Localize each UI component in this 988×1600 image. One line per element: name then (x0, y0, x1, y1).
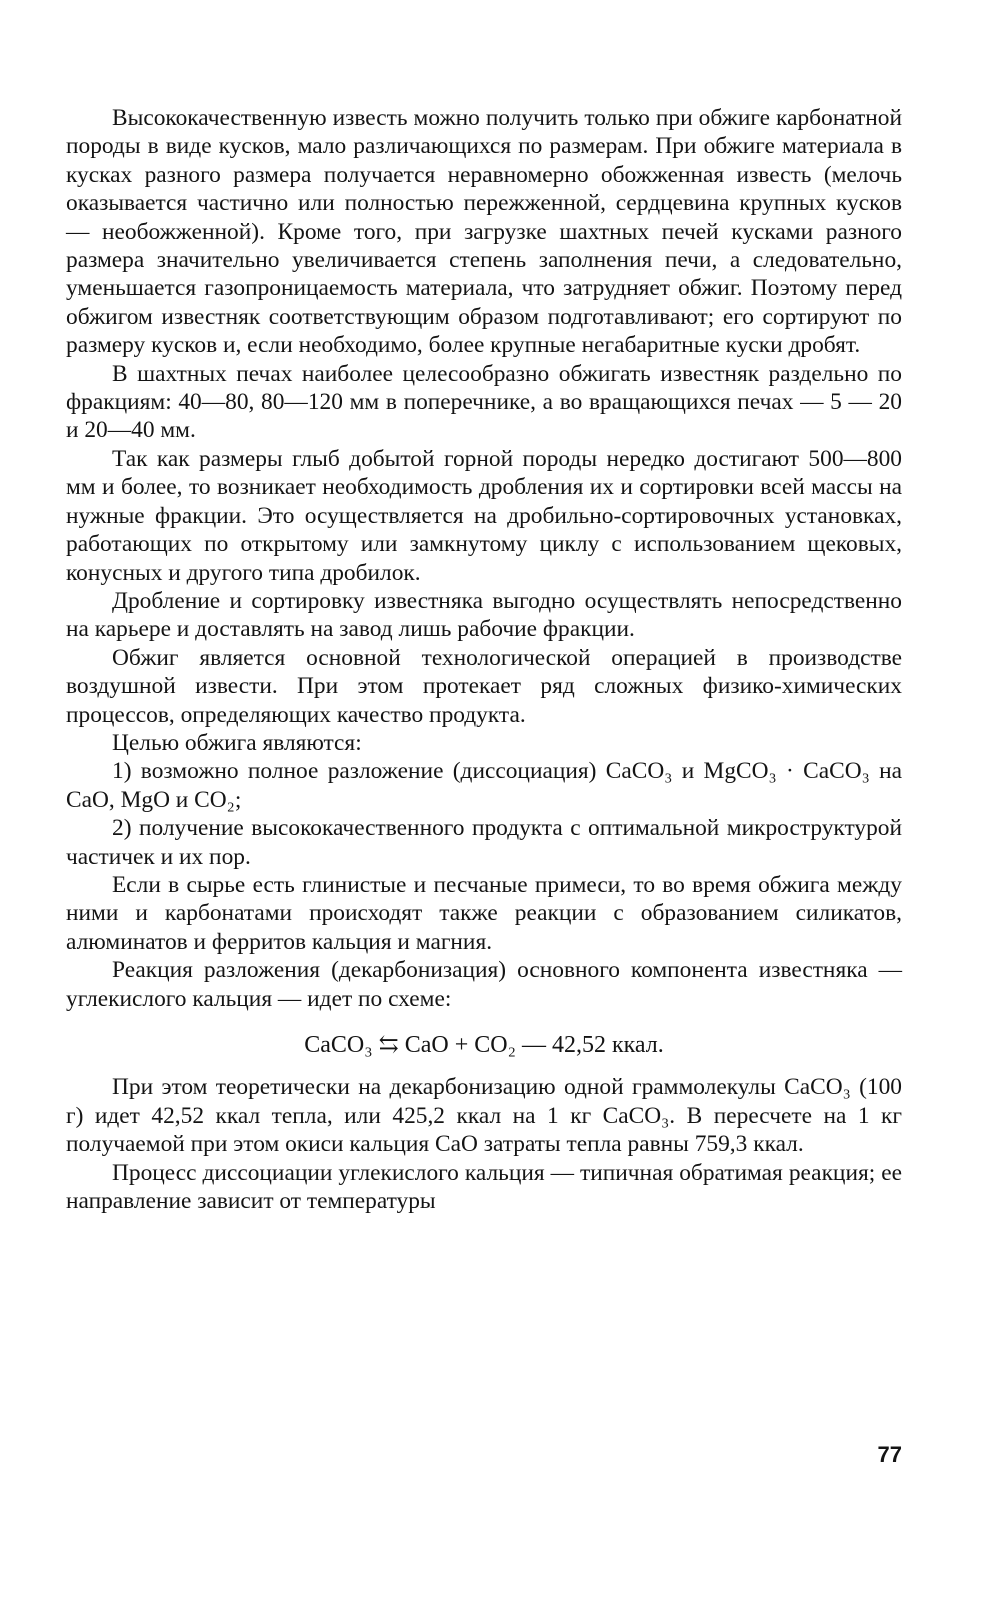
page-body (66, 104, 902, 1215)
paragraph: Высококачественную известь можно получить только при обжиге карбонатной породы в виде кусков, мало различающихся по размерам. При обжиге материала в кусках разного размера получается неравномерно обожженная известь (мелочь оказывается частично или полностью пережженной, сердцевина крупных кусков — необожженной). Кроме того, при загрузке шахтных печей кусками разного размера значительно увеличивается степень заполнения печи, а следовательно, уменьшается газопроницаемость материала, что затрудняет обжиг. Поэтому перед обжигом известняк соответствующим образом подготавливают; его сортируют по размеру кусков и, если необходимо, более крупные негабаритные куски дробят. (66, 105, 902, 359)
paragraph: Если в сырье есть глинистые и песчаные примеси, то во время обжига между ними и карбонатами происходят также реакции с образованием силикатов, алюминатов и ферритов кальция и магния. (66, 871, 902, 955)
paragraph: Реакция разложения (декарбонизация) основного компонента известняка — углекислого кальция — идет по схеме: (66, 957, 902, 1012)
page-number: 77 (877, 1442, 902, 1467)
paragraph: Так как размеры глыб добытой горной породы нередко достигают 500—800 мм и более, то возникает необходимость дробления их и сортировки всей массы на нужные фракции. Это осуществляется на дробильно-сортировочных установках, работающих по открытому или замкнутому циклу с использованием щековых, конусных и другого типа дробилок. (66, 445, 902, 586)
paragraph: Обжиг является основной технологической операцией в производстве воздушной извести. При этом протекает ряд сложных физико-химических процессов, определяющих качество продукта. (66, 644, 902, 728)
list-item: 2) получение высококачественного продукта с оптимальной микроструктурой частичек и их пор. (66, 815, 902, 870)
paragraph: Дробление и сортировку известняка выгодно осуществлять непосредственно на карьере и доставлять на завод лишь рабочие фракции. (66, 587, 902, 643)
paragraph: В шахтных печах наиболее целесообразно обжигать известняк раздельно по фракциям: 40—80, 80—120 мм в поперечнике, а во вращающихся печах — 5 — 20 и 20—40 мм. (66, 360, 902, 444)
paragraph: Процесс диссоциации углекислого кальция — типичная обратимая реакция; ее направление зависит от температуры (66, 1159, 902, 1215)
chemical-equation: CaCO₃ ⇆ CaO + CO₂ — 42,52 ккал. (304, 1032, 664, 1058)
paragraph: При этом теоретически на декарбонизацию одной граммолекулы CaCO₃ (100 г) идет 42,52 ккал тепла, или 425,2 ккал на 1 кг CaCO₃. В пересчете на 1 кг получаемой при этом окиси кальция CaO затраты тепла равны 759,3 ккал. (66, 1074, 902, 1158)
list-item: 1) возможно полное разложение (диссоциация) CaCO₃ и MgCO₃ · CaCO₃ на CaO, MgO и CO₂; (66, 758, 902, 813)
paragraph: Целью обжига являются: (112, 729, 362, 756)
